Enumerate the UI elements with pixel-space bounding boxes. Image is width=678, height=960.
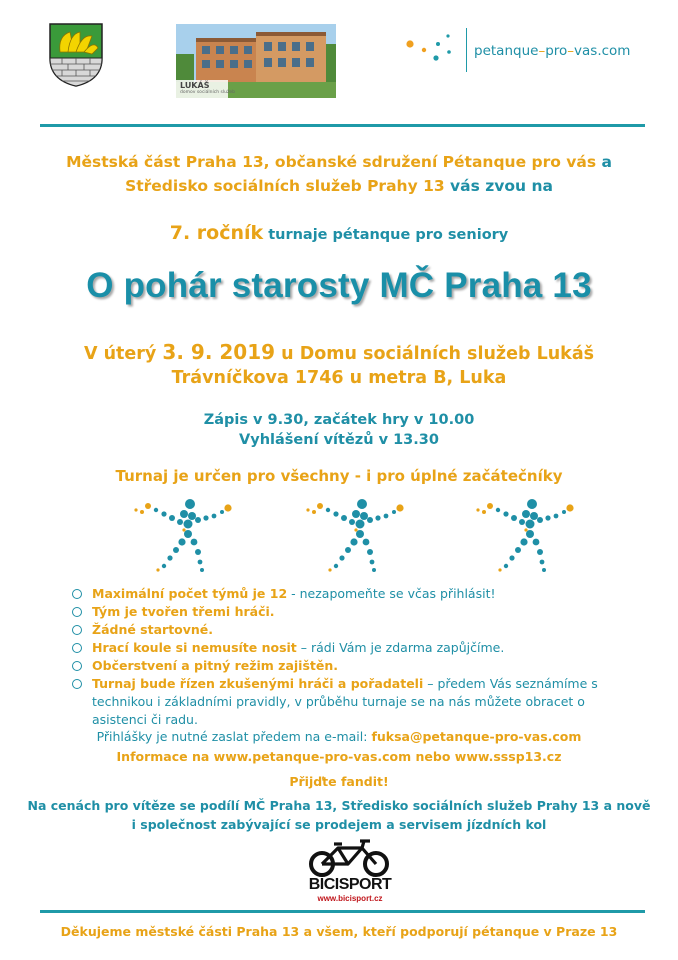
sponsor-logo — [300, 838, 400, 904]
date-line — [0, 340, 678, 364]
sponsor-name: BICISPORT — [308, 876, 392, 893]
top-divider — [40, 124, 645, 127]
prizes-line-1: Na cenách pro vítěze se podílí MČ Praha 13, Středisko sociálních služeb Prahy 13 a nově — [27, 798, 651, 813]
date-venue: u Domu sociálních služeb Lukáš — [275, 344, 595, 364]
site-logo-divider — [466, 28, 467, 72]
intro-invite: vás zvou na — [444, 177, 553, 195]
list-item — [72, 621, 652, 639]
registration-email[interactable]: fuksa@petanque-pro-vas.com — [371, 729, 582, 744]
edition-line — [0, 222, 678, 244]
bullet-circle-icon — [72, 625, 82, 635]
bicycle-icon — [300, 838, 400, 878]
site-name — [474, 43, 630, 59]
site-name-part-b: pro — [545, 43, 568, 59]
site-logo-dots — [404, 30, 464, 72]
date-value: 3. 9. 2019 — [162, 340, 276, 364]
photo-caption-subtitle: domov sociálních služeb — [180, 90, 235, 95]
awards-time: Vyhlášení vítězů v 13.30 — [239, 432, 439, 448]
info-line: Informace na www.petanque-pro-vas.com nebo www.sssp13.cz — [116, 749, 562, 764]
date-prefix: V úterý — [83, 344, 163, 364]
site-name-part-c: vas.com — [574, 43, 631, 59]
page-title: O pohár starosty MČ Praha 13 — [86, 266, 592, 305]
intro-association: Pétanque pro vás — [442, 153, 597, 171]
player-figure-2 — [300, 496, 410, 576]
site-name-dash-2: – — [567, 43, 575, 59]
photo-caption-title: LUKÁŠ — [180, 81, 210, 90]
player-figure-1 — [128, 496, 238, 576]
footer-thanks: Děkujeme městské části Praha 13 a všem, kteří podporují pétanque v Praze 13 — [60, 924, 618, 939]
site-name-dash-1: – — [538, 43, 546, 59]
sponsor-url[interactable]: www.bicisport.cz — [317, 894, 383, 903]
list-item-bold: Žádné startovné. — [92, 622, 214, 637]
come-cheer-line: Přijďte fandit! — [289, 774, 389, 789]
edition-text: turnaje pétanque pro seniory — [263, 227, 509, 243]
list-item-bold: Turnaj bude řízen zkušenými hráči a pořadateli — [92, 676, 424, 691]
registration-text: Přihlášky je nutné zaslat předem na e-mail: — [96, 729, 372, 744]
address-line: Trávníčkova 1746 u metra B, Luka — [171, 368, 507, 388]
rules-list — [72, 585, 652, 727]
list-item-bold: Tým je tvořen třemi hráči. — [92, 604, 275, 619]
list-item — [72, 675, 632, 727]
intro-line-2 — [0, 177, 678, 195]
intro-center: Středisko sociálních služeb Prahy 13 — [125, 177, 445, 195]
bullet-circle-icon — [72, 679, 82, 689]
building-photo — [176, 24, 336, 98]
list-item — [72, 639, 652, 657]
list-item-text: - nezapomeňte se včas přihlásit! — [287, 586, 496, 601]
coat-of-arms-icon — [48, 22, 104, 88]
list-item-bold: Občerstvení a pitný režim zajištěn. — [92, 658, 338, 673]
petanque-dots-icon — [404, 30, 464, 72]
bullet-circle-icon — [72, 643, 82, 653]
list-item-text: – rádi Vám je zdarma zapůjčíme. — [296, 640, 505, 655]
petanque-player-icon — [300, 496, 410, 576]
bullet-circle-icon — [72, 661, 82, 671]
intro-line-1 — [0, 153, 678, 171]
bullet-circle-icon — [72, 589, 82, 599]
prizes-line-2: i společnost zabývající se prodejem a servisem jízdních kol — [131, 817, 547, 832]
audience-line: Turnaj je určen pro všechny - i pro úplné začátečníky — [115, 467, 563, 485]
list-item-bold: Hrací koule si nemusíte nosit — [92, 640, 297, 655]
list-item — [72, 585, 652, 603]
coat-of-arms — [48, 22, 104, 88]
bullet-circle-icon — [72, 607, 82, 617]
petanque-player-icon — [128, 496, 238, 576]
player-figure-3 — [470, 496, 580, 576]
registration-line — [0, 729, 678, 744]
petanque-player-icon — [470, 496, 580, 576]
registration-time: Zápis v 9.30, začátek hry v 10.00 — [203, 412, 475, 428]
intro-and: a — [596, 153, 612, 171]
list-item-bold: Maximální počet týmů je 12 — [92, 586, 288, 601]
bottom-divider — [40, 910, 645, 913]
list-item — [72, 657, 652, 675]
list-item — [72, 603, 652, 621]
site-name-part-a: petanque — [474, 43, 539, 59]
edition-number: 7. ročník — [169, 222, 264, 244]
list-item-text: – předem Vás seznámíme s technikou i základními pravidly, v průběhu turnaje se na nás můžete obracet o asistenci či radu. — [92, 676, 598, 727]
intro-organizers: Městská část Praha 13, občanské sdružení — [66, 153, 443, 171]
